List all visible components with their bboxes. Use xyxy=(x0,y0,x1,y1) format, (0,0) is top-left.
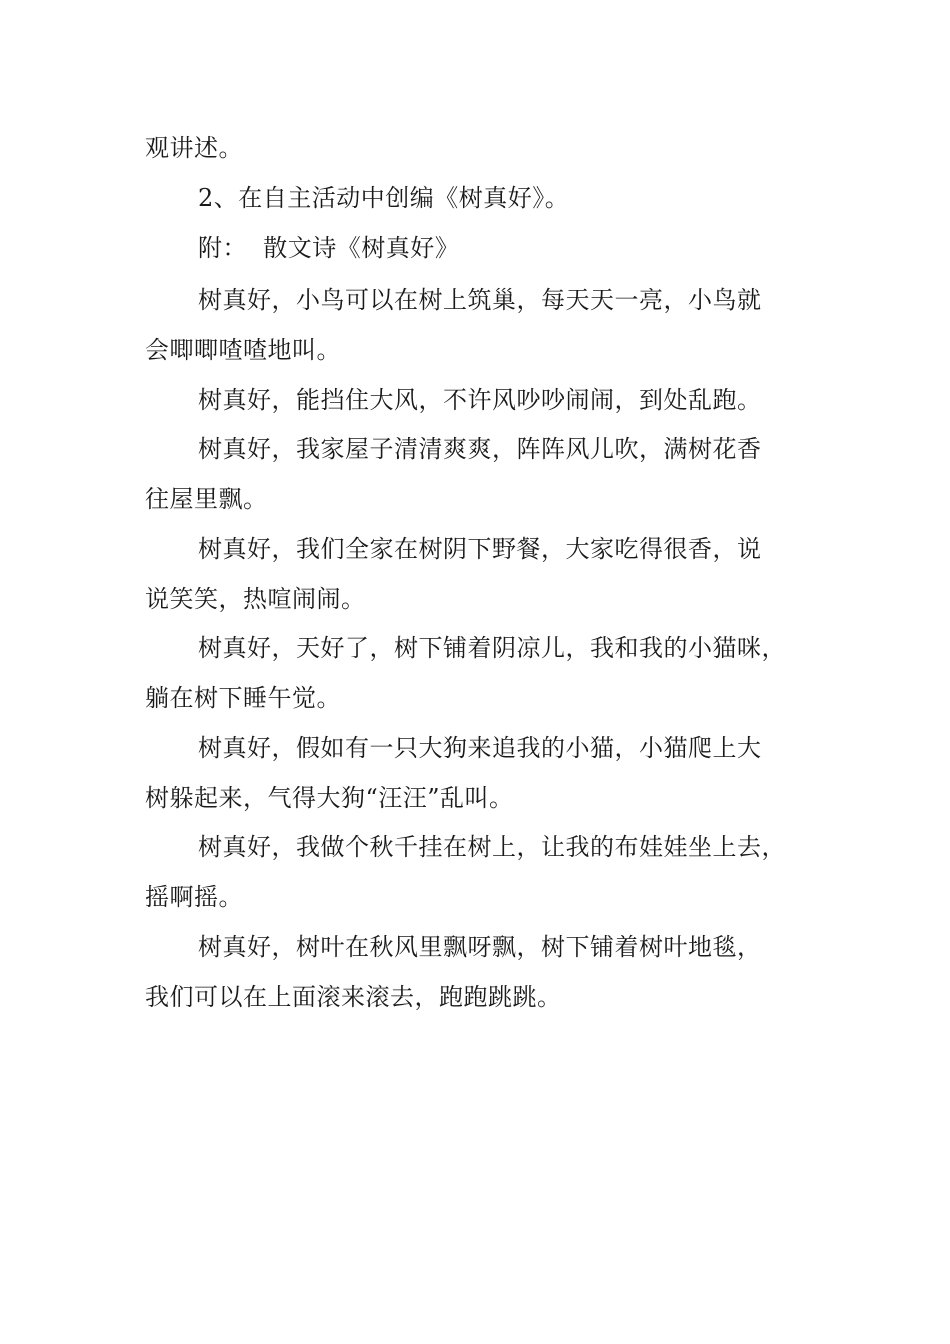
text-line: 观讲述。 xyxy=(145,134,243,162)
text-line: 树真好，小鸟可以在树上筑巢，每天天一亮，小鸟就 xyxy=(198,286,762,314)
text-line: 2、在自主活动中创编《树真好》。 xyxy=(198,184,570,212)
text-line: 树真好，树叶在秋风里飘呀飘，树下铺着树叶地毯， xyxy=(198,933,762,961)
text-line: 树真好，我们全家在树阴下野餐，大家吃得很香，说 xyxy=(198,535,762,563)
text-line: 树真好，我做个秋千挂在树上，让我的布娃娃坐上去， xyxy=(198,833,786,861)
text-line: 树真好，我家屋子清清爽爽，阵阵风儿吹，满树花香 xyxy=(198,435,762,463)
text-line: 树真好，天好了，树下铺着阴凉儿，我和我的小猫咪， xyxy=(198,634,786,662)
text-line: 树真好，假如有一只大狗来追我的小猫，小猫爬上大 xyxy=(198,734,762,762)
text-line: 树躲起来，气得大狗“汪汪”乱叫。 xyxy=(145,784,514,812)
text-line: 我们可以在上面滚来滚去，跑跑跳跳。 xyxy=(145,983,562,1011)
text-line: 往屋里飘。 xyxy=(145,485,268,513)
text-line: 摇啊摇。 xyxy=(145,883,243,911)
text-line: 说笑笑，热喧闹闹。 xyxy=(145,585,366,613)
text-line: 树真好，能挡住大风，不许风吵吵闹闹，到处乱跑。 xyxy=(198,386,762,414)
text-line: 附： 散文诗《树真好》 xyxy=(198,234,460,262)
text-line: 躺在树下睡午觉。 xyxy=(145,684,341,712)
text-line: 会唧唧喳喳地叫。 xyxy=(145,336,341,364)
